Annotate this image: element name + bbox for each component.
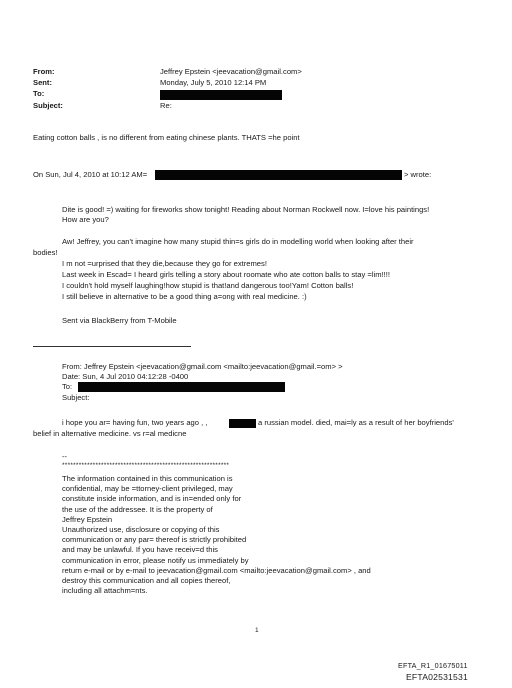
disclaimer-line: Unauthorized use, disclosure or copying of this <box>62 525 220 535</box>
quote-line: Last week in Escad= I heard girls telling a story about roomate who ate cotton balls to stay =lim!!!! <box>62 270 390 279</box>
disclaimer-line: the use of the addressee. It is the property of <box>62 504 213 514</box>
quote-line: I couldn't hold myself laughing!how stupid is that!and dangerous too!Yam! Cotton balls! <box>62 281 354 290</box>
subject-label: Subject: <box>33 101 63 110</box>
disclaimer-line: Jeffrey Epstein <box>62 514 113 524</box>
disclaimer-line: communication in error, please notify us immediately by <box>62 555 249 565</box>
signature: Sent via BlackBerry from T-Mobile <box>62 316 177 325</box>
sent-value: Monday, July 5, 2010 12:14 PM <box>160 78 267 87</box>
redaction-bar <box>155 170 402 180</box>
quote-line: I still believe in alternative to be a good thing a=ong with real medicine. :) <box>62 292 307 301</box>
quote-intro-prefix: On Sun, Jul 4, 2010 at 10:12 AM= <box>33 170 148 179</box>
quote-line: Aw! Jeffrey, you can't imagine how many stupid thin=s girls do in modelling world when looking after their <box>62 237 414 246</box>
disclaimer-line: and may be unlawful. If you have receiv=d this <box>62 545 218 555</box>
quote-line: How are you? <box>62 215 109 224</box>
quote2-to: To: <box>62 382 73 391</box>
quote-intro-suffix: > wrote: <box>404 170 432 179</box>
quote2-from: From: Jeffrey Epstein <jeevacation@gmail.com <mailto:jeevacation@gmail.=om> > <box>62 362 343 371</box>
quote2-body: belief in alternative medicine. vs r=al medicne <box>33 429 187 438</box>
from-value: Jeffrey Epstein <jeevacation@gmail.com> <box>160 67 302 76</box>
separator-stars: ************************************************************ <box>62 462 230 469</box>
disclaimer-line: including all attachm=nts. <box>62 586 148 596</box>
bates-number: EFTA_R1_01675011 <box>398 661 468 670</box>
disclaimer-line: The information contained in this communication is <box>62 474 233 483</box>
disclaimer-text <box>62 474 371 596</box>
redaction-bar <box>78 382 285 392</box>
quote-line: bodies! <box>33 248 58 257</box>
from-label: From: <box>33 67 55 76</box>
disclaimer-line: communication or any par= thereof is strictly prohibited <box>62 535 247 545</box>
quote2-body: a russian model. died, mai=ly as a result of her boyfriends' <box>258 418 454 427</box>
disclaimer-line: destroy this communication and all copies thereof, <box>62 576 231 586</box>
redaction-bar <box>160 90 282 100</box>
disclaimer-line: confidential, may be =ttorney-client privileged, may <box>62 484 233 494</box>
signature-dashes: -- <box>62 452 68 461</box>
quote-line: I m not =urprised that they die,because they go for extremes! <box>62 259 267 268</box>
disclaimer-line: constitute inside information, and is in=ended only for <box>62 494 242 504</box>
sent-label: Sent: <box>33 78 52 87</box>
redaction-bar <box>229 419 256 428</box>
quote-line: Dite is good! =) waiting for fireworks show tonight! Reading about Norman Rockwell now. I=love his paintings! <box>62 205 430 214</box>
quote2-body: i hope you ar= having fun, two years ago , , <box>62 418 208 427</box>
disclaimer-line: return e-mail or by e-mail to jeevacation@gmail.com <mailto:jeevacation@gmail.com> , and <box>62 565 371 575</box>
to-label: To: <box>33 89 45 98</box>
divider-line <box>33 346 191 347</box>
subject-value: Re: <box>160 101 172 110</box>
quote2-subject: Subject: <box>62 393 90 402</box>
page-number: 1 <box>255 627 259 634</box>
bates-number: EFTA02531531 <box>406 672 468 682</box>
reply-body: Eating cotton balls , is no different from eating chinese plants. THATS =he point <box>33 133 300 142</box>
quote2-date: Date: Sun, 4 Jul 2010 04:12:28 -0400 <box>62 372 189 381</box>
